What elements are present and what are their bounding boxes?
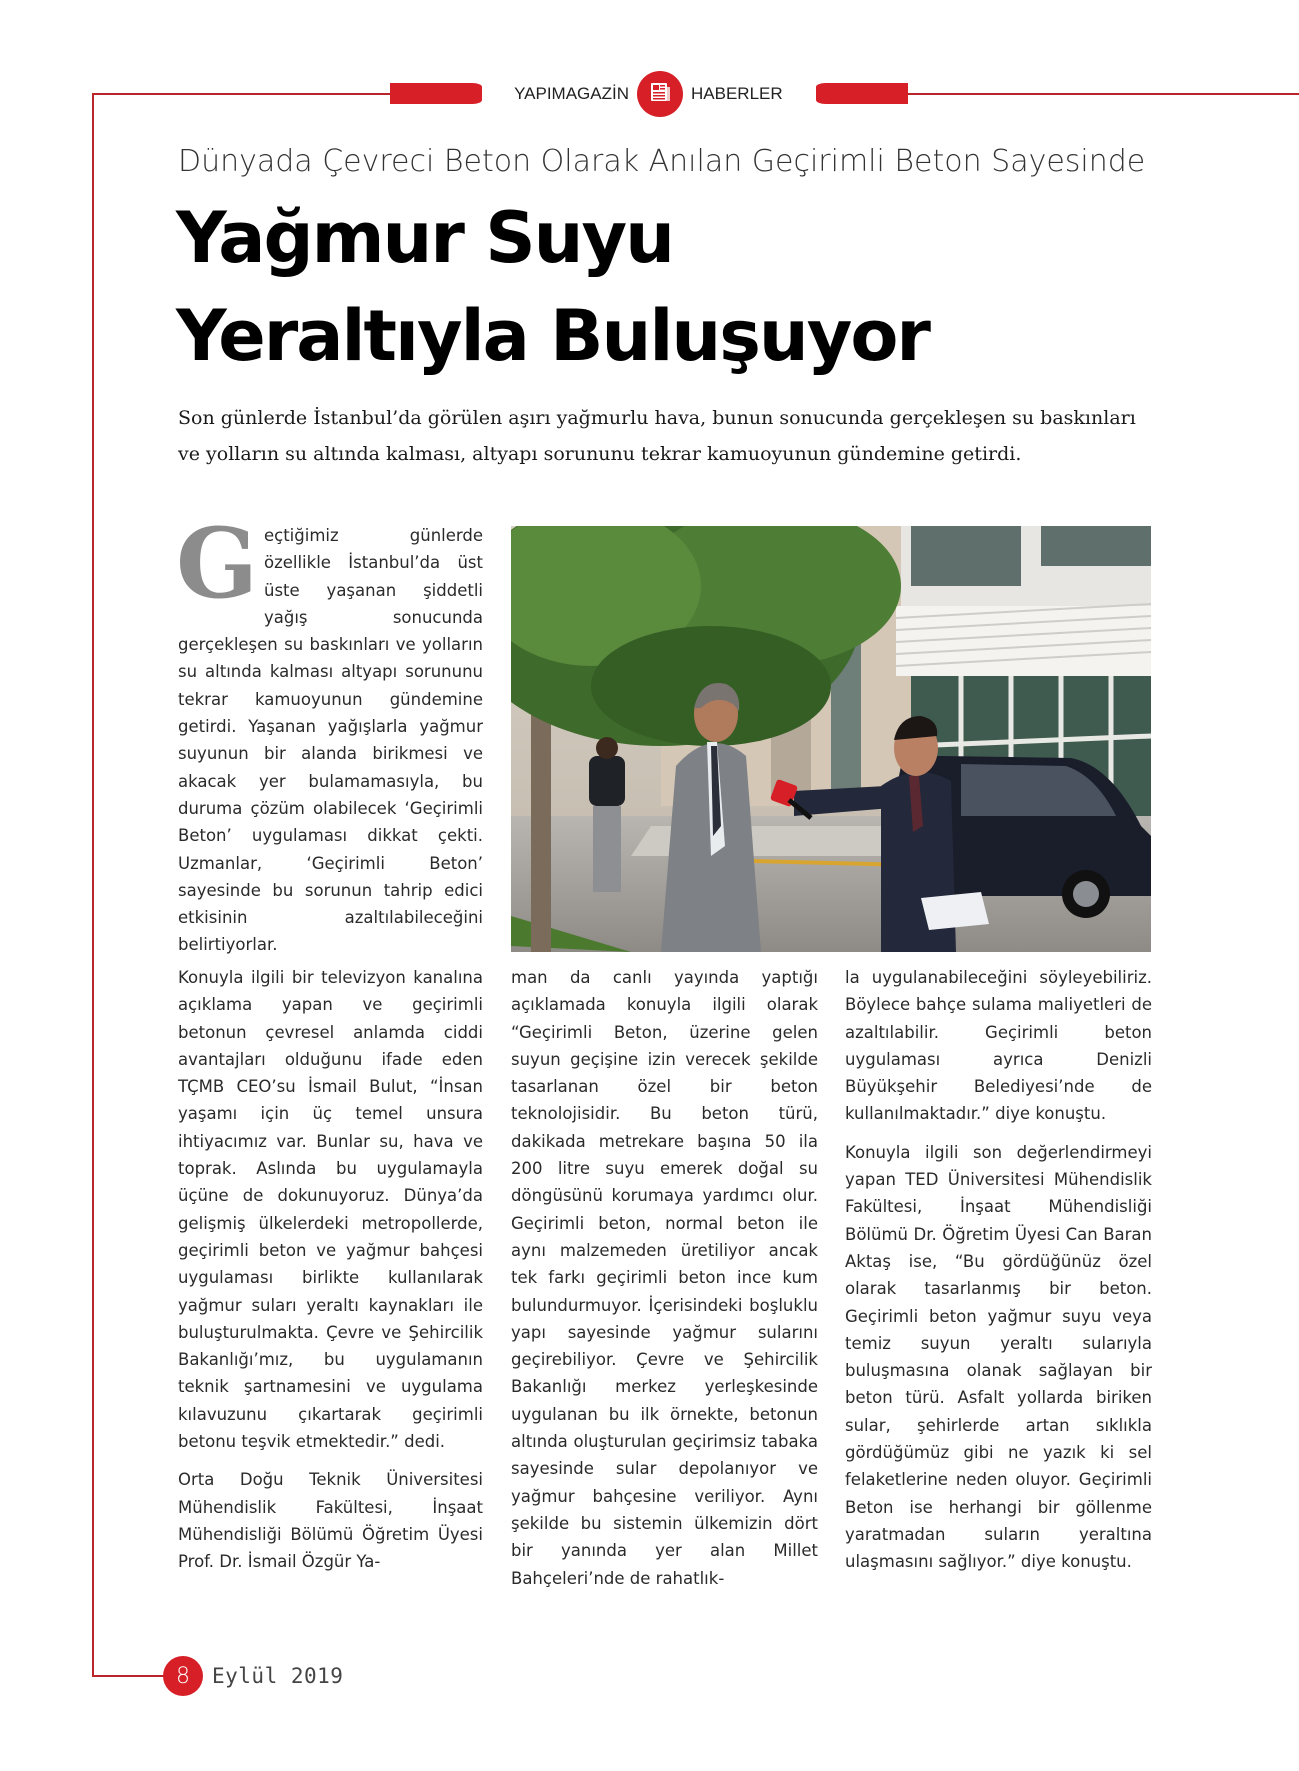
magazine-name: YAPIMAGAZİN — [514, 84, 629, 103]
article-column-3 — [845, 964, 1152, 1587]
article-title-line: Yağmur Suyu — [176, 197, 673, 279]
section-badge — [637, 71, 683, 117]
article-column-1 — [178, 964, 483, 1587]
article-paragraph: la uygulanabileceğini söyleyebiliriz. Böylece bahçe sulama maliyetleri de azaltılabilir. Geçirimli beton uygulaması ayrıca Denizli Büyükşehir Belediyesi’nde de kullanılmaktadır.” diye konuştu. — [845, 968, 1152, 1124]
interview-photo-illustration — [511, 526, 1151, 952]
page-number: 8 — [176, 1663, 190, 1689]
header-accent-bar-left — [390, 83, 482, 104]
article-paragraph: man da canlı yayında yaptığı açıklamada konuyla ilgili olarak “Geçirimli Beton, üzerine gelen suyun geçişine izin verecek şekilde tasarlanan özel bir beton teknolojisidir. Bu beton türü, dakikada metrekare başına 50 ila 200 litre suyu emerek doğal su döngüsünü korumaya yardımcı olur. Geçirimli beton, normal beton ile aynı malzemeden üretiliyor ancak tek farkı geçirimli beton ince kum bulundurmuyor. İçerisindeki boşluklu yapı sayesinde yağmur sularını geçirebiliyor. Çevre ve Şehircilik Bakanlığı merkez yerleşkesinde uygulanan bu ilk örnekte, betonun altında oluşturulan geçirimsiz tabaka sayesinde sular depolanıyor ve yağmur bahçesine veriliyor. Aynı şekilde bu sistemin ülkemizin dört bir yanında yer alan Millet Bahçeleri’nde de rahatlık- — [511, 968, 818, 1588]
frame-line-top-left — [92, 93, 390, 95]
drop-cap: G — [176, 507, 258, 620]
newspaper-icon — [648, 80, 672, 108]
article-paragraph: Orta Doğu Teknik Üniversitesi Mühendislik Fakültesi, İnşaat Mühendisliği Bölümü Öğretim Üyesi Prof. Dr. İsmail Özgür Ya- — [178, 1470, 483, 1572]
article-column-2 — [511, 964, 818, 1603]
section-name: HABERLER — [691, 84, 783, 103]
frame-line-left — [92, 93, 94, 1677]
frame-line-bottom — [92, 1675, 170, 1677]
article-photo — [511, 526, 1151, 952]
header-accent-bar-right — [816, 83, 908, 104]
article-paragraph: Konuyla ilgili bir televizyon kanalına açıklama yapan ve geçirimli betonun çevresel anlamda ciddi avantajları olduğunu ifade eden TÇMB CEO’su İsmail Bulut, “İnsan yaşamı için üç temel unsura ihtiyacımız var. Bunlar su, hava ve toprak. Aslında bu uygulamayla üçüne de dokunuyoruz. Dünya’da gelişmiş ülkelerdeki metropollerde, geçirimli beton ve yağmur bahçesi uygulaması birlikte kullanılarak yağmur suları yeraltı kaynakları ile buluşturulmakta. Çevre ve Şehircilik Bakanlığı’mız, bu uygulamanın teknik şartnamesini ve uygulama kılavuzunu çıkartarak geçirimli betonu teşvik etmektedir.” dedi. — [178, 968, 483, 1452]
frame-line-top-right — [908, 93, 1299, 95]
intro-text: eçtiğimiz günlerde özellikle İstanbul’da üst üste yaşanan şiddetli yağış sonucunda gerçekleşen su baskınları ve yolların su altında kalması altyapı sorununu tekrar kamuoyunun gündemine getirdi. Yaşanan yağışlarla yağmur suyunun bir alanda birikmesi ve akacak yer bulamamasıyla, bu duruma çözüm olabilecek ‘Geçirimli Beton’ uygulaması dikkat çekti. Uzmanlar, ‘Geçirimli Beton’ sayesinde bu sorunun tahrip edici etkisinin azaltılabileceğini belirtiyorlar. — [178, 526, 483, 955]
intro-paragraph — [176, 507, 483, 955]
article-subtitle: Dünyada Çevreci Beton Olarak Anılan Geçirimli Beton Sayesinde — [178, 144, 1146, 179]
issue-date: Eylül 2019 — [212, 1664, 344, 1688]
page-number-badge — [163, 1656, 203, 1696]
article-paragraph: Konuyla ilgili son değerlendirmeyi yapan TED Üniversitesi Mühendislik Fakültesi, İnşaat Mühendisliği Bölümü Dr. Öğretim Üyesi Can Baran Aktaş ise, “Bu gördüğünüz özel olarak tasarlanmış bir beton. Geçirimli beton yağmur suyu veya temiz suyun yeraltı sularıyla buluşmasına olanak sağlayan bir beton türü. Asfalt yollarda biriken sular, şehirlerde artan sıklıkla gördüğümüz gibi ne yazık ki sel felaketlerine neden oluyor. Geçirimli Beton ise herhangi bir göllenme yaratmadan suların yeraltına ulaşmasını sağlıyor.” diye konuştu. — [845, 1142, 1152, 1572]
article-title-line: Yeraltıyla Buluşuyor — [176, 295, 929, 377]
article-lead: Son günlerde İstanbul’da görülen aşırı yağmurlu hava, bunun sonucunda gerçekleşen su baskınları ve yolların su altında kalması, altyapı sorununu tekrar kamuoyunun gündemine getirdi. — [178, 407, 1136, 465]
